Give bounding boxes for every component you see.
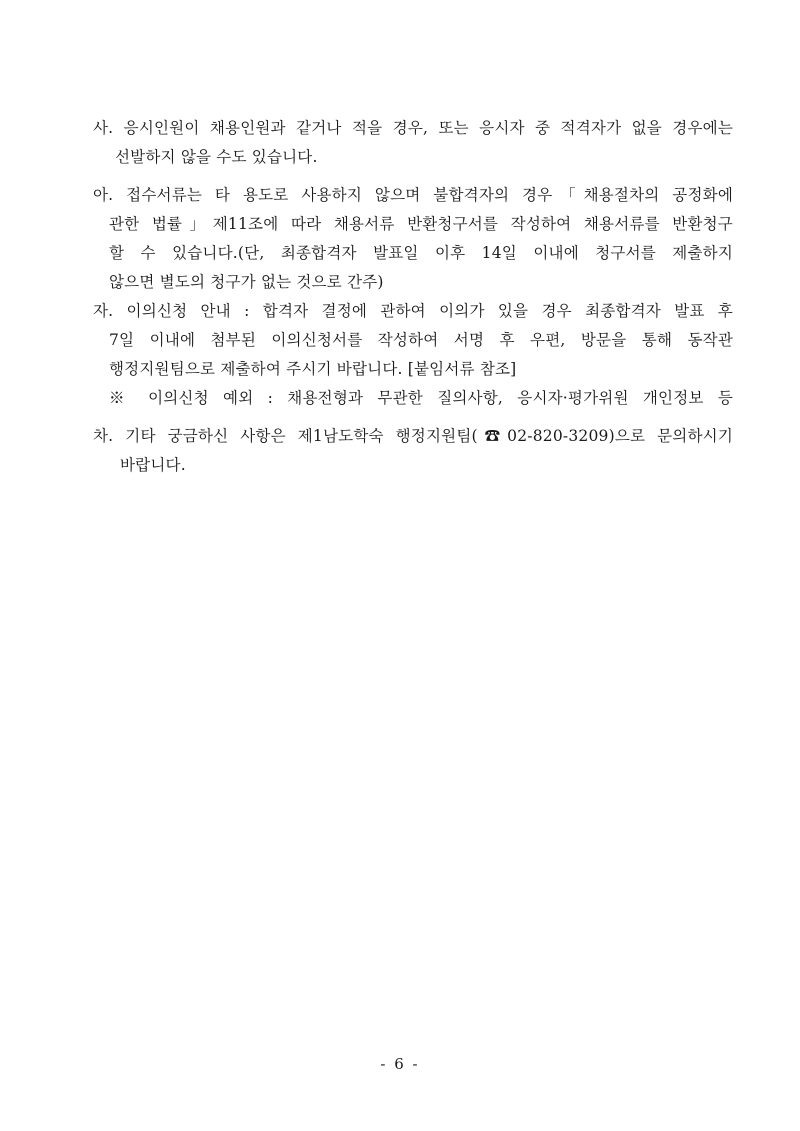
notice-item-cha-line-2: 바랍니다.: [120, 456, 186, 474]
notice-item-cha: [93, 422, 733, 480]
notice-item-a-line-4: 않으면 별도의 청구가 없는 것으로 간주): [109, 273, 384, 291]
page-number: - 6 -: [380, 1055, 420, 1073]
notice-item-a-line-3: 할 수 있습니다.(단, 최종합격자 발표일 이후 14일 이내에 청구서를 제출하지: [109, 244, 733, 262]
notice-item-ja-line-2: 7일 이내에 첨부된 이의신청서를 작성하여 서명 후 우편, 방문을 통해 동작관: [109, 331, 733, 349]
notice-item-sa-line-2: 선발하지 않을 수도 있습니다.: [115, 148, 318, 166]
notice-item-ja: [93, 297, 733, 413]
notice-item-ja-line-3: 행정지원팀으로 제출하여 주시기 바랍니다. [붙임서류 참조]: [109, 360, 517, 378]
notice-item-a-line-2: 관한 법률」제11조에 따라 채용서류 반환청구서를 작성하여 채용서류를 반환청구: [109, 215, 733, 233]
notice-item-sa-line-1: 사. 응시인원이 채용인원과 같거나 적을 경우, 또는 응시자 중 적격자가 없을 경우에는: [93, 119, 733, 137]
notice-item-ja-exception-line: ※ 이의신청 예외 : 채용전형과 무관한 질의사항, 응시자·평가위원 개인정보 등: [109, 389, 733, 407]
notice-item-sa: [93, 114, 733, 172]
notice-item-a-line-1: 아. 접수서류는 타 용도로 사용하지 않으며 불합격자의 경우「채용절차의 공정화에: [93, 186, 733, 204]
notice-item-a: [93, 181, 733, 297]
notice-item-ja-line-1: 자. 이의신청 안내 : 합격자 결정에 관하여 이의가 있을 경우 최종합격자 발표 후: [93, 302, 733, 320]
notice-item-cha-line-1: 차. 기타 궁금하신 사항은 제1남도학숙 행정지원팀(☎02-820-3209)으로 문의하시기: [93, 427, 733, 445]
